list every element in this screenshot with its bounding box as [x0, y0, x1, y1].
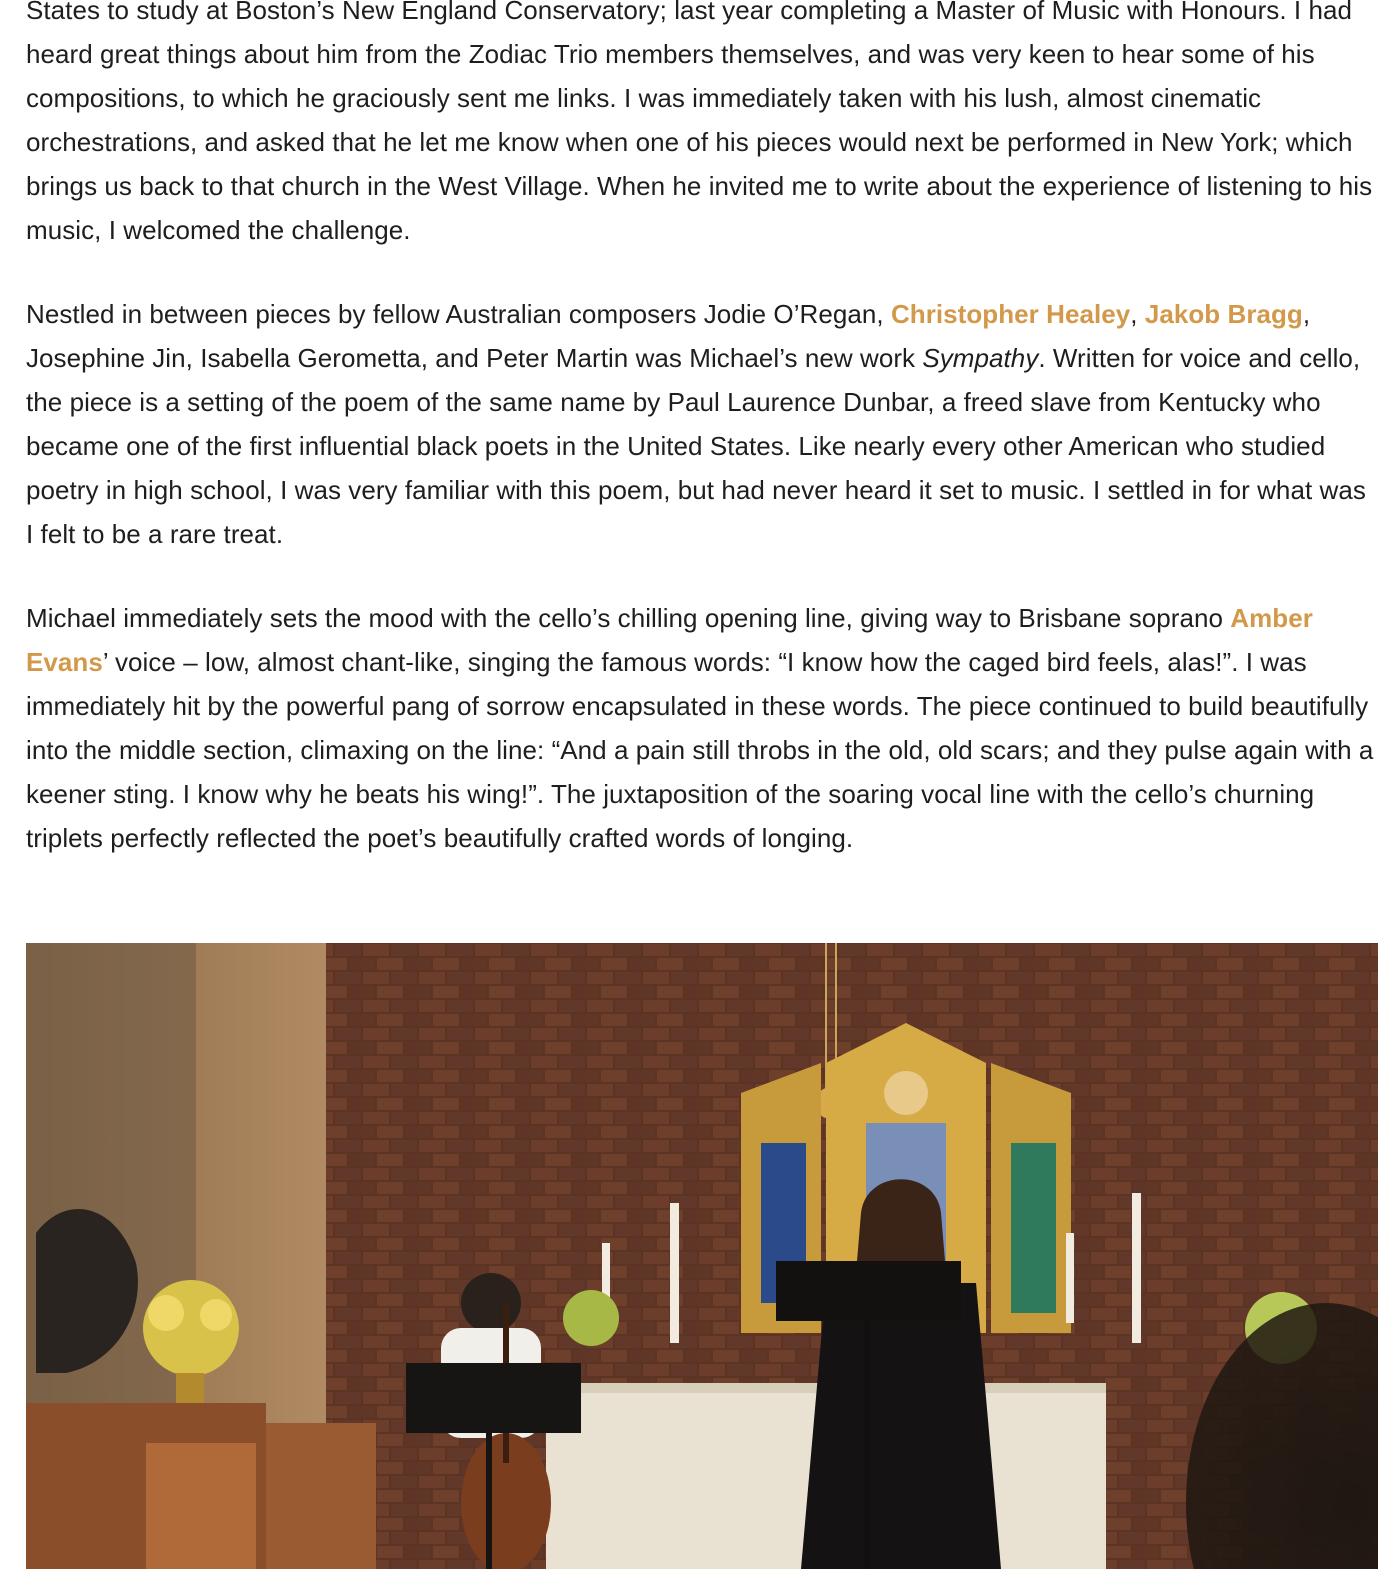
link-christopher-healey[interactable]: Christopher Healey: [890, 299, 1131, 329]
link-jakob-bragg[interactable]: Jakob Bragg: [1144, 299, 1303, 329]
concert-photo-illustration: [26, 943, 1378, 1569]
paragraph-3-text-2: ’ voice – low, almost chant-like, singing the famous words: “I know how the caged bird feels, alas!”. I was immediately hit by the powerful pang of sorrow encapsulated in these words. The piece continued to build beautifully into the middle section, climaxing on the line: “And a pain still throbs in the old, old scars; and they pulse again with a keener sting. I know why he beats his wing!”. The juxtaposition of the soaring vocal line with the cello’s churning triplets perfectly reflected the poet’s beautifully crafted words of longing.: [26, 647, 1374, 853]
music-stand: [776, 1261, 961, 1321]
paragraph-2-text-4: . Written for voice and cello, the piece is a setting of the poem of the same name by Paul Laurence Dunbar, a freed slave from Kentucky who became one of the first influential black poets in the United States. Like nearly every other American who studied poetry in high school, I was very familiar with this poem, but had never heard it set to music. I settled in for what was I felt to be a rare treat.: [26, 343, 1366, 549]
candle: [1066, 1233, 1074, 1323]
paragraph-1-text: States to study at Boston’s New England Conservatory; last year completing a Master of Music with Honours. I had heard great things about him from the Zodiac Trio members themselves, and was very keen to hear some of his compositions, to which he graciously sent me links. I was immediately taken with his lush, almost cinematic orchestrations, and asked that he let me know when one of his pieces would next be performed in New York; which brings us back to that church in the West Village. When he invited me to write about the experience of listening to his music, I welcomed the challenge.: [26, 0, 1373, 245]
paragraph-3: [26, 596, 1378, 860]
concert-photo: [26, 943, 1378, 1569]
work-title: Sympathy: [922, 343, 1039, 373]
paragraph-2-text-1: Nestled in between pieces by fellow Australian composers Jodie O’Regan,: [26, 299, 891, 329]
paragraph-3-text-1: Michael immediately sets the mood with the cello’s chilling opening line, giving way to Brisbane soprano: [26, 603, 1231, 633]
paragraph-1: [26, 0, 1378, 252]
paragraph-2-text-3: , Josephine Jin, Isabella Gerometta, and Peter Martin was Michael’s new work: [26, 299, 1311, 373]
candle: [670, 1203, 679, 1343]
paragraph-2: [26, 292, 1378, 556]
paragraph-2-text-2: ,: [1130, 299, 1145, 329]
link-amber-evans[interactable]: Amber Evans: [26, 603, 1313, 677]
article-body: [26, 0, 1378, 900]
